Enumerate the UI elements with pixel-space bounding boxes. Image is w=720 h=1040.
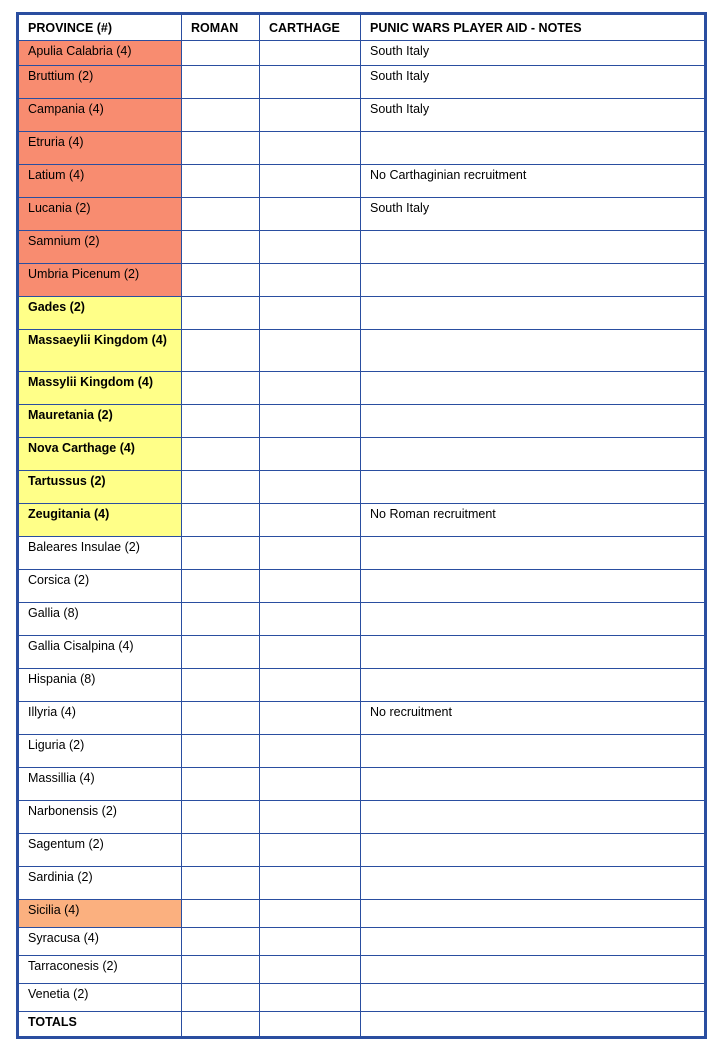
province-cell: Apulia Calabria (4) xyxy=(18,41,182,66)
province-cell: Umbria Picenum (2) xyxy=(18,264,182,297)
table-row xyxy=(18,297,706,330)
table-row xyxy=(18,132,706,165)
carthage-cell xyxy=(260,801,361,834)
province-cell: Sagentum (2) xyxy=(18,834,182,867)
carthage-cell xyxy=(260,165,361,198)
table-row xyxy=(18,504,706,537)
province-cell: Bruttium (2) xyxy=(18,66,182,99)
table-row xyxy=(18,165,706,198)
province-cell: Venetia (2) xyxy=(18,984,182,1012)
province-cell: Hispania (8) xyxy=(18,669,182,702)
carthage-cell xyxy=(260,702,361,735)
carthage-cell xyxy=(260,438,361,471)
province-cell: Etruria (4) xyxy=(18,132,182,165)
notes-cell xyxy=(361,834,706,867)
province-cell: Syracusa (4) xyxy=(18,928,182,956)
roman-cell xyxy=(182,330,260,372)
carthage-cell xyxy=(260,264,361,297)
province-cell: Sardinia (2) xyxy=(18,867,182,900)
notes-cell xyxy=(361,330,706,372)
carthage-cell xyxy=(260,1012,361,1038)
carthage-cell xyxy=(260,330,361,372)
province-cell: Massaeylii Kingdom (4) xyxy=(18,330,182,372)
table-row xyxy=(18,264,706,297)
notes-cell xyxy=(361,735,706,768)
header-carthage: CARTHAGE xyxy=(260,14,361,41)
carthage-cell xyxy=(260,504,361,537)
table-row xyxy=(18,66,706,99)
table-row xyxy=(18,405,706,438)
table-row xyxy=(18,834,706,867)
province-cell: Liguria (2) xyxy=(18,735,182,768)
carthage-cell xyxy=(260,372,361,405)
header-notes: PUNIC WARS PLAYER AID - NOTES xyxy=(361,14,706,41)
province-cell: Narbonensis (2) xyxy=(18,801,182,834)
carthage-cell xyxy=(260,603,361,636)
roman-cell xyxy=(182,669,260,702)
roman-cell xyxy=(182,99,260,132)
notes-cell: South Italy xyxy=(361,66,706,99)
table-row xyxy=(18,1012,706,1038)
carthage-cell xyxy=(260,41,361,66)
carthage-cell xyxy=(260,132,361,165)
roman-cell xyxy=(182,165,260,198)
notes-cell xyxy=(361,231,706,264)
roman-cell xyxy=(182,231,260,264)
carthage-cell xyxy=(260,66,361,99)
notes-cell: South Italy xyxy=(361,41,706,66)
roman-cell xyxy=(182,66,260,99)
province-cell: Massillia (4) xyxy=(18,768,182,801)
roman-cell xyxy=(182,198,260,231)
carthage-cell xyxy=(260,231,361,264)
province-cell: Mauretania (2) xyxy=(18,405,182,438)
carthage-cell xyxy=(260,984,361,1012)
table-row xyxy=(18,438,706,471)
province-cell: Campania (4) xyxy=(18,99,182,132)
roman-cell xyxy=(182,41,260,66)
roman-cell xyxy=(182,834,260,867)
carthage-cell xyxy=(260,928,361,956)
roman-cell xyxy=(182,297,260,330)
notes-cell xyxy=(361,1012,706,1038)
table-row xyxy=(18,198,706,231)
carthage-cell xyxy=(260,570,361,603)
province-cell: Lucania (2) xyxy=(18,198,182,231)
carthage-cell xyxy=(260,636,361,669)
province-cell: Baleares Insulae (2) xyxy=(18,537,182,570)
header-roman: ROMAN xyxy=(182,14,260,41)
table-row xyxy=(18,330,706,372)
notes-cell xyxy=(361,132,706,165)
carthage-cell xyxy=(260,198,361,231)
notes-cell xyxy=(361,669,706,702)
table-row xyxy=(18,372,706,405)
table-row xyxy=(18,570,706,603)
header-province: PROVINCE (#) xyxy=(18,14,182,41)
roman-cell xyxy=(182,928,260,956)
province-cell: Illyria (4) xyxy=(18,702,182,735)
table-row xyxy=(18,231,706,264)
notes-cell xyxy=(361,438,706,471)
roman-cell xyxy=(182,504,260,537)
roman-cell xyxy=(182,984,260,1012)
province-cell: Nova Carthage (4) xyxy=(18,438,182,471)
table-row xyxy=(18,603,706,636)
province-cell: Samnium (2) xyxy=(18,231,182,264)
carthage-cell xyxy=(260,768,361,801)
roman-cell xyxy=(182,570,260,603)
roman-cell xyxy=(182,956,260,984)
province-cell: Sicilia (4) xyxy=(18,900,182,928)
header-row xyxy=(18,14,706,41)
roman-cell xyxy=(182,438,260,471)
notes-cell: No Carthaginian recruitment xyxy=(361,165,706,198)
carthage-cell xyxy=(260,735,361,768)
roman-cell xyxy=(182,636,260,669)
province-cell: Gallia Cisalpina (4) xyxy=(18,636,182,669)
carthage-cell xyxy=(260,669,361,702)
notes-cell: South Italy xyxy=(361,99,706,132)
roman-cell xyxy=(182,471,260,504)
notes-cell xyxy=(361,928,706,956)
province-cell: Latium (4) xyxy=(18,165,182,198)
notes-cell: South Italy xyxy=(361,198,706,231)
roman-cell xyxy=(182,1012,260,1038)
roman-cell xyxy=(182,735,260,768)
table-row xyxy=(18,956,706,984)
roman-cell xyxy=(182,603,260,636)
roman-cell xyxy=(182,768,260,801)
carthage-cell xyxy=(260,471,361,504)
table-row xyxy=(18,984,706,1012)
roman-cell xyxy=(182,264,260,297)
province-cell: Zeugitania (4) xyxy=(18,504,182,537)
notes-cell: No Roman recruitment xyxy=(361,504,706,537)
notes-cell xyxy=(361,984,706,1012)
table-row xyxy=(18,537,706,570)
notes-cell xyxy=(361,570,706,603)
notes-cell xyxy=(361,956,706,984)
roman-cell xyxy=(182,537,260,570)
table-row xyxy=(18,41,706,66)
notes-cell xyxy=(361,297,706,330)
table-row xyxy=(18,471,706,504)
province-cell: Gades (2) xyxy=(18,297,182,330)
notes-cell xyxy=(361,264,706,297)
province-cell: Corsica (2) xyxy=(18,570,182,603)
carthage-cell xyxy=(260,405,361,438)
carthage-cell xyxy=(260,99,361,132)
table-row xyxy=(18,801,706,834)
notes-cell xyxy=(361,537,706,570)
roman-cell xyxy=(182,702,260,735)
province-cell: TOTALS xyxy=(18,1012,182,1038)
carthage-cell xyxy=(260,537,361,570)
notes-cell xyxy=(361,768,706,801)
carthage-cell xyxy=(260,867,361,900)
carthage-cell xyxy=(260,834,361,867)
table-row xyxy=(18,928,706,956)
roman-cell xyxy=(182,801,260,834)
notes-cell xyxy=(361,603,706,636)
player-aid-table xyxy=(16,12,707,1039)
notes-cell xyxy=(361,867,706,900)
table-row xyxy=(18,735,706,768)
table-row xyxy=(18,636,706,669)
notes-cell xyxy=(361,900,706,928)
table-row xyxy=(18,867,706,900)
roman-cell xyxy=(182,132,260,165)
carthage-cell xyxy=(260,956,361,984)
roman-cell xyxy=(182,867,260,900)
table-row xyxy=(18,900,706,928)
table-row xyxy=(18,99,706,132)
notes-cell: No recruitment xyxy=(361,702,706,735)
notes-cell xyxy=(361,636,706,669)
province-cell: Gallia (8) xyxy=(18,603,182,636)
notes-cell xyxy=(361,471,706,504)
roman-cell xyxy=(182,372,260,405)
province-cell: Tarraconesis (2) xyxy=(18,956,182,984)
roman-cell xyxy=(182,900,260,928)
notes-cell xyxy=(361,372,706,405)
table-row xyxy=(18,768,706,801)
province-rows xyxy=(18,41,706,1038)
notes-cell xyxy=(361,801,706,834)
table-row xyxy=(18,669,706,702)
roman-cell xyxy=(182,405,260,438)
province-cell: Massylii Kingdom (4) xyxy=(18,372,182,405)
province-cell: Tartussus (2) xyxy=(18,471,182,504)
carthage-cell xyxy=(260,900,361,928)
table-row xyxy=(18,702,706,735)
carthage-cell xyxy=(260,297,361,330)
notes-cell xyxy=(361,405,706,438)
